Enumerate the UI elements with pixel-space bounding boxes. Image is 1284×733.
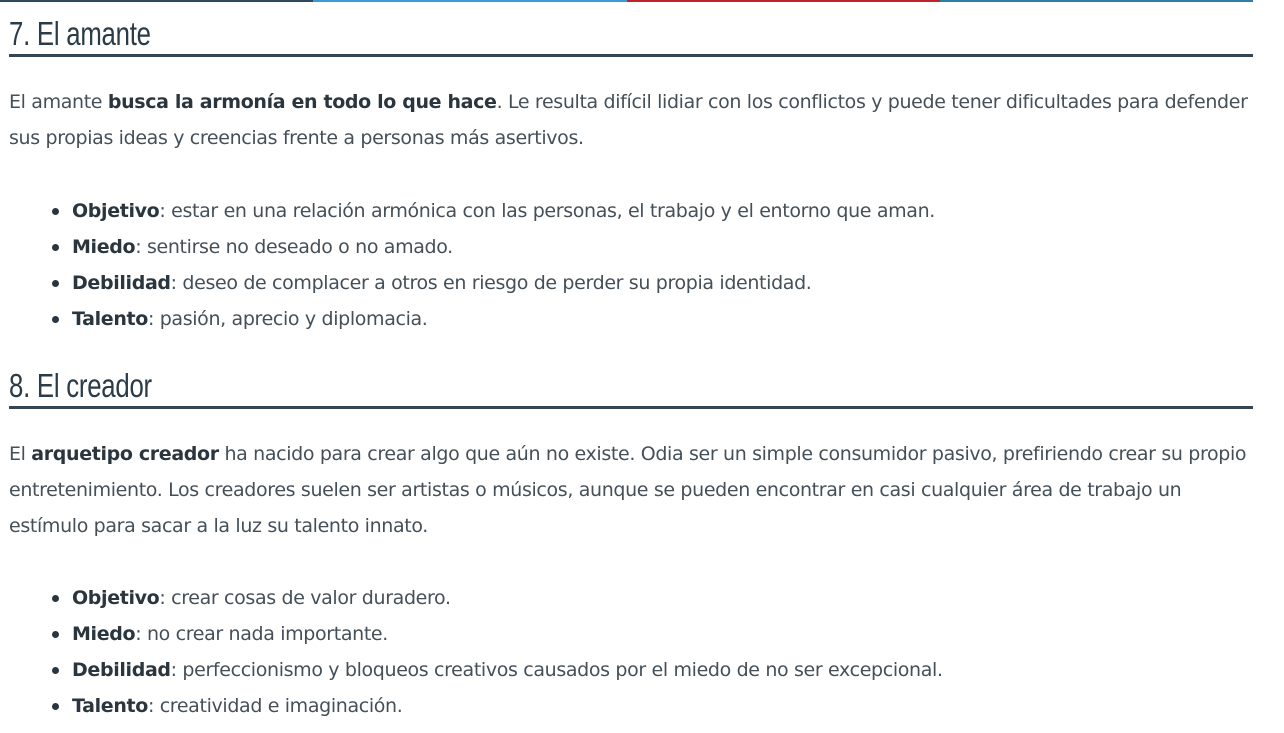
trait-term: Objetivo [72, 587, 160, 609]
trait-text: : deseo de complacer a otros en riesgo de perder su propia identidad. [170, 272, 812, 294]
list-item [9, 265, 1253, 301]
strip-segment [0, 0, 313, 2]
trait-term: Debilidad [72, 659, 171, 681]
top-color-strip [0, 0, 1253, 2]
section-heading: 7. El amante [9, 15, 151, 52]
intro-highlight: busca la armonía en todo lo que hace [107, 91, 497, 113]
section-intro [9, 436, 1253, 544]
bullet-icon [52, 703, 59, 710]
intro-text: . Le resulta difícil lidiar con los conflictos y puede tener dificultades para defender sus propias ideas y creencias frente a personas más asertivos. [9, 91, 1248, 149]
trait-list [9, 193, 1253, 337]
bullet-icon [52, 280, 59, 287]
trait-text: : crear cosas de valor duradero. [159, 587, 451, 609]
list-item [9, 652, 1253, 688]
list-item [9, 229, 1253, 265]
strip-segment [313, 0, 626, 2]
intro-text: El [9, 443, 32, 465]
section-el-creador [9, 364, 1253, 724]
intro-text: El amante [9, 91, 108, 113]
list-item [9, 193, 1253, 229]
bullet-icon [52, 667, 59, 674]
bullet-icon [52, 244, 59, 251]
trait-text: : estar en una relación armónica con las personas, el trabajo y el entorno que aman. [159, 200, 935, 222]
trait-list [9, 580, 1253, 724]
bullet-icon [52, 208, 59, 215]
list-item [9, 301, 1253, 337]
trait-term: Talento [72, 695, 148, 717]
section-el-amante [9, 12, 1253, 337]
strip-segment [627, 0, 940, 2]
strip-segment [940, 0, 1253, 2]
section-heading: 8. El creador [9, 367, 152, 404]
bullet-icon [52, 316, 59, 323]
list-item [9, 580, 1253, 616]
list-item [9, 616, 1253, 652]
intro-highlight: arquetipo creador [31, 443, 219, 465]
trait-text: : no crear nada importante. [135, 623, 388, 645]
trait-term: Miedo [72, 236, 136, 258]
trait-text: : pasión, aprecio y diplomacia. [147, 308, 428, 330]
trait-term: Objetivo [72, 200, 160, 222]
list-item [9, 688, 1253, 724]
bullet-icon [52, 631, 59, 638]
trait-text: : perfeccionismo y bloqueos creativos causados por el miedo de no ser excepcional. [170, 659, 943, 681]
bullet-icon [52, 595, 59, 602]
intro-text: ha nacido para crear algo que aún no existe. Odia ser un simple consumidor pasivo, prefiriendo crear su propio entretenimiento. Los creadores suelen ser artistas o músicos, aunque se pueden encontrar en casi cualquier área de trabajo un estímulo para sacar a la luz su talento innato. [9, 443, 1247, 537]
trait-term: Miedo [72, 623, 136, 645]
trait-text: : sentirse no deseado o no amado. [135, 236, 453, 258]
section-intro [9, 84, 1253, 156]
trait-term: Debilidad [72, 272, 171, 294]
trait-term: Talento [72, 308, 148, 330]
trait-text: : creatividad e imaginación. [147, 695, 403, 717]
